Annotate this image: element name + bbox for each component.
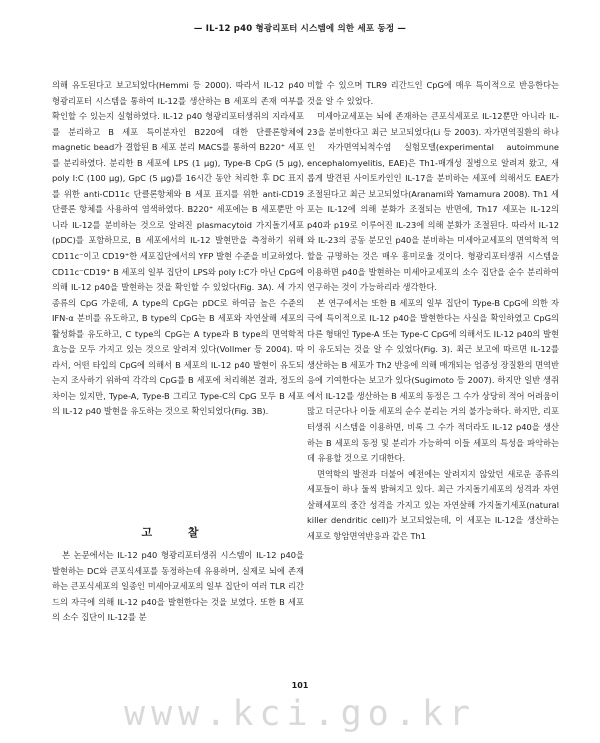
running-header: — IL-12 p40 형광리포터 시스템에 의한 세포 동정 —: [193, 24, 407, 34]
left-column: [52, 78, 304, 420]
body-paragraph: 비할 수 있으며 TLR9 리간드인 CpG에 매우 특이적으로 반응한다는 것을 알 수 있었다.: [307, 80, 559, 106]
right-column: [307, 78, 559, 544]
watermark-text: www.kci.go.kr: [124, 694, 476, 734]
body-paragraph: 본 연구에서는 또한 B 세포의 일부 집단이 Type-B CpG에 의한 자극에 특이적으로 IL-12 p40을 발현한다는 사실을 확인하였고 CpG의 다른 형태인 Type-A 또는 Type-C CpG에 의해서도 IL-12 p40의 발현이 유도되는 것을 알 수 있었다(Fig. 3). 최근 보고에 따르면 IL-12를 생산하는 B 세포가 Th2 반응에 의해 매개되는 엄증성 장질환의 면역반응에 기여한다는 보고가 있다(Sugimoto 등 2007). 하지만 일반 생쥐에서 IL-12를 생산하는 B 세포의 동정은 그 수가 상당히 적어 어려움이 많고 더군다나 이들 세포의 순수 분리는 거의 불가능하다. 하지만, 리포터생쥐 시스템을 이용하면, 비록 그 수가 적더라도 IL-12 p40을 생산하는 B 세포의 동정 및 분리가 가능하여 이들 세포의 특성을 파악하는 데 유용할 것으로 기대한다.: [307, 297, 559, 464]
section-heading-discussion: 고 찰: [141, 526, 215, 539]
discussion-paragraph-container: [52, 548, 304, 626]
body-paragraph: 면역학의 발전과 더불어 예전에는 알려지지 않았던 새로운 종류의 세포들이 하나 둘씩 밝혀지고 있다. 최근 가지돌기세포의 성격과 자연살해세포의 중간 성격을 가지고 있는 자연살해 가지돌기세포(natural killer dendritic cell)가 보고되었는데, 이 세포는 IL-12을 생산하는 세포로 항암면역반응과 같은 Th1: [307, 468, 559, 541]
body-paragraph: 본 논문에서는 IL-12 p40 형광리포터생쥐 시스템이 IL-12 p40을 발현하는 DC와 큰포식세포를 동정하는데 유용하며, 실제로 뇌에 존재하는 큰포식세포의 일종인 미세아교세포의 일부 집단이 여러 TLR 리간드의 자극에 의해 IL-12 p40을 발현한다는 것을 보였다. 또한 B 세포의 소수 집단이 IL-12를 분: [52, 550, 304, 623]
body-paragraph: 의해 유도된다고 보고되었다(Hemmi 등 2000). 따라서 IL-12 p40 형광리포터 시스템을 통하여 IL-12를 생산하는 B 세포의 존재 여부를 확인할 수 있는지 실험하였다. IL-12 p40 형광리포터생쥐의 지라세포를 분리하고 B 세포 특이분자인 B220에 대한 단클론항체에 magnetic bead가 결합된 B 세포 분리 MACS를 통하여 B220⁺ 세포를 분리하였다. 분리한 B 세포에 LPS (1 μg), Type-B CpG (5 μg), poly I:C (100 μg), GpC (5 μg)를 16시간 동안 처리한 후 DC 표지를 위한 anti-CD11c 단클론항체와 B 세포 표지를 위한 anti-CD19 단클론 항체를 사용하여 염색하였다. B220⁺ 세포에는 B 세포뿐만 아니라 IL-12를 분비하는 것으로 알려진 plasmacytoid 가지돌기세포(pDC)를 포함하므로, B 세포에서의 IL-12 발현만을 측정하기 위해 CD11c⁻이고 CD19⁺한 세포집단에서의 YFP 발현 수준을 비교하였다. CD11c⁻CD19⁺ B 세포의 일부 집단이 LPS와 poly I:C가 아닌 CpG에 의해 IL-12 p40을 발현하는 것을 확인할 수 있었다(Fig. 3A). 세 가지 종류의 CpG 가운데, A type의 CpG는 pDC로 하여금 높은 수준의 IFN-α 분비를 유도하고, B type의 CpG는 B 세포와 자연살해 세포의 활성화를 유도하고, C type의 CpG는 A type과 B type의 면역학적 효능을 모두 가지고 있는 것으로 알려져 있다(Vollmer 등 2004). 따라서, 어떤 타입의 CpG에 의해서 B 세포의 IL-12 p40 발현이 유도되는지 조사하기 위하여 각각의 CpG를 B 세포에 처리해본 결과, 정도의 차이는 있지만, Type-A, Type-B 그리고 Type-C의 CpG 모두 B 세포의 IL-12 p40 발현을 유도하는 것으로 확인되었다(Fig. 3B).: [52, 80, 304, 417]
page-number: 101: [291, 681, 309, 690]
body-paragraph: 미세아교세포는 뇌에 존재하는 큰포식세포로 IL-12뿐만 아니라 IL-23을 분비한다고 최근 보고되었다(Li 등 2003). 자가면역질환의 하나인 자가면역뇌척수염 실험모델(experimental autoimmune encephalomyelitis, EAE)은 Th1-매개성 질병으로 알려져 왔고, 새롭게 발견된 사이토카인인 IL-17을 분비하는 세포에 의해서도 EAE가 조절된다고 최근 보고되었다(Aranami와 Yamamura 2008). Th1 세포는 IL-12에 의해 분화가 조절되는 반면에, Th17 세포는 IL-12의 p40과 p19로 이루어진 IL-23에 의해 분화가 조절된다. 따라서 IL-12와 IL-23의 공동 분모인 p40을 분비하는 미세아교세포의 면역학적 역할을 규명하는 것은 매우 흥미로울 것이다. 형광리포터생쥐 시스템을 이용하면 p40을 발현하는 미세아교세포의 소수 집단을 순수 분리하여 연구하는 것이 가능하리라 생각한다.: [307, 111, 559, 293]
